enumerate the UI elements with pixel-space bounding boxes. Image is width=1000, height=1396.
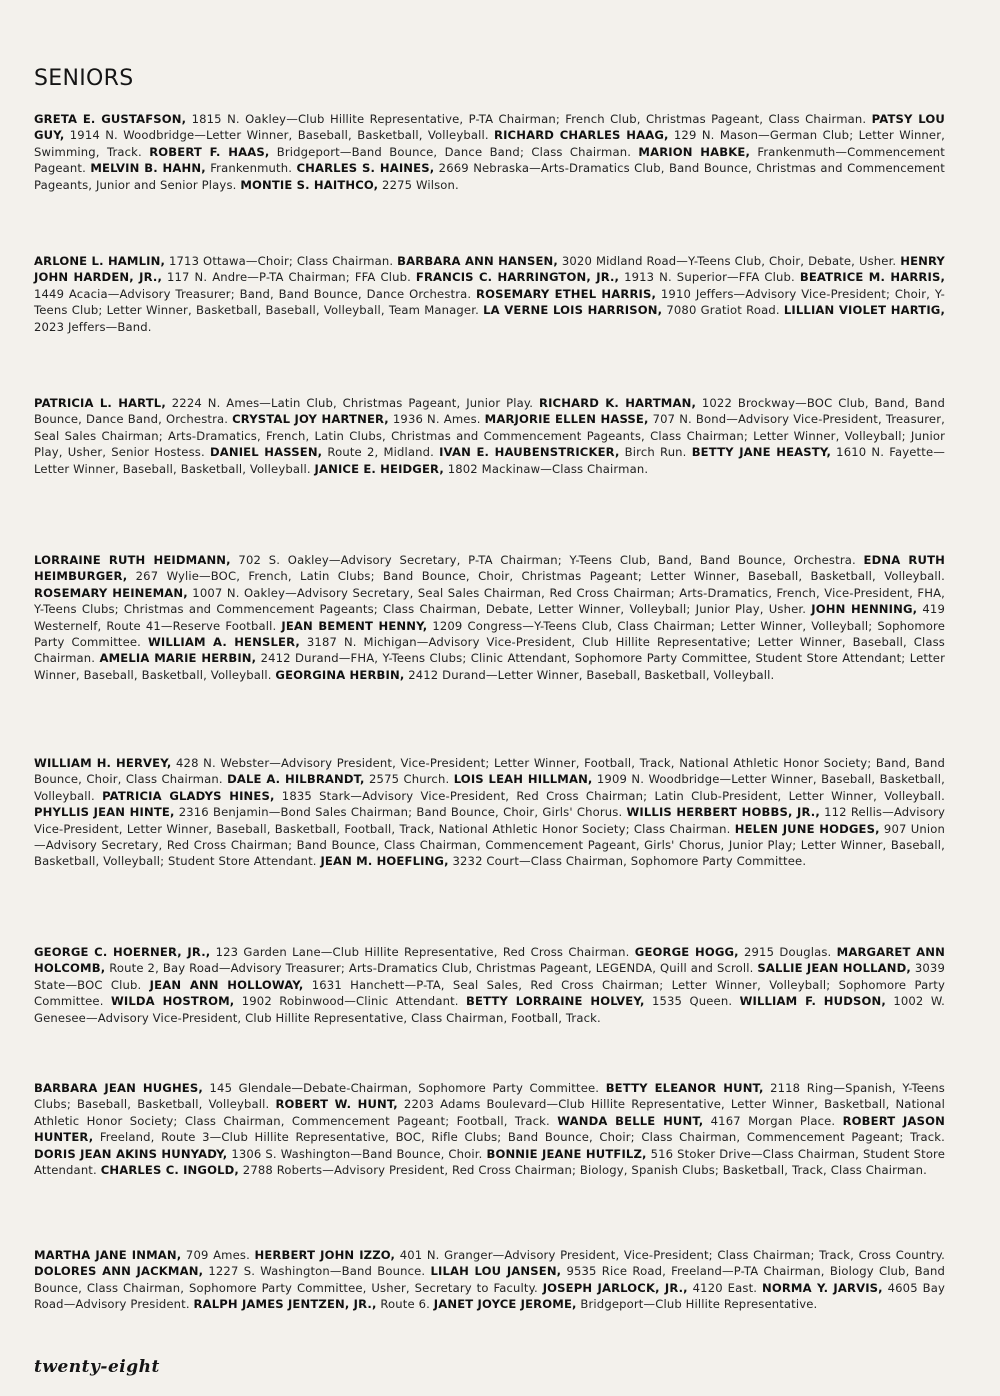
senior-name: DOLORES ANN JACKMAN, xyxy=(34,1264,204,1279)
senior-name: HERBERT JOHN IZZO, xyxy=(254,1248,396,1262)
senior-name: GEORGE HOGG, xyxy=(634,945,739,959)
senior-details: 3020 Midland Road—Y-Teens Club, Choir, Debate, Usher. xyxy=(557,254,901,268)
senior-name: LILLIAN VIOLET HARTIG, xyxy=(783,303,945,318)
senior-details: 2412 Durand—FHA, Y-Teens Clubs; Clinic Attendant, Sophomore Party Committee, Student Store Attendant; Letter Winner, Baseball, Basketball, Volleyball. xyxy=(34,651,945,682)
senior-name: JEAN M. HOEFLING, xyxy=(320,854,449,869)
senior-name: LOIS LEAH HILLMAN, xyxy=(453,772,593,787)
senior-name: ROBERT W. HUNT, xyxy=(275,1097,398,1112)
senior-name: ROSEMARY HEINEMAN, xyxy=(34,585,188,600)
senior-name: IVAN E. HAUBENSTRICKER, xyxy=(439,445,620,460)
senior-name: WILDA HOSTROM, xyxy=(110,994,235,1009)
senior-details: 1909 N. Woodbridge—Letter Winner, Baseball, Basketball, Volleyball. xyxy=(34,772,945,803)
senior-details: 7080 Gratiot Road. xyxy=(662,303,784,318)
senior-name: PATRICIA GLADYS HINES, xyxy=(102,788,275,803)
senior-details: 112 Rellis—Advisory Vice-President, Letter Winner, Baseball, Basketball, Football, Track, National Athletic Honor Society; Class Chairman. xyxy=(34,805,945,836)
senior-details: 1802 Mackinaw—Class Chairman. xyxy=(443,461,649,476)
senior-name: RICHARD K. HARTMAN, xyxy=(539,396,696,410)
senior-details: 1306 S. Washington—Band Bounce, Choir. xyxy=(227,1146,487,1161)
senior-details: 2224 N. Ames—Latin Club, Christmas Pageant, Junior Play. xyxy=(165,396,540,410)
senior-details: Route 6. xyxy=(376,1297,434,1312)
senior-name: MARION HABKE, xyxy=(638,144,751,159)
senior-details: 2275 Wilson. xyxy=(378,177,459,192)
senior-details: 129 N. Mason—German Club; Letter Winner, Swimming, Track. xyxy=(34,128,945,159)
senior-details: Bridgeport—Club Hillite Representative. xyxy=(576,1297,818,1312)
senior-details: 1914 N. Woodbridge—Letter Winner, Baseball, Basketball, Volleyball. xyxy=(64,128,495,143)
senior-details: 709 Ames. xyxy=(181,1248,255,1262)
senior-name: GEORGINA HERBIN, xyxy=(275,667,405,682)
senior-name: JANET JOYCE JEROME, xyxy=(433,1297,577,1312)
senior-details: Frankenmuth—Commencement Pageant. xyxy=(34,144,945,176)
senior-name: LORRAINE RUTH HEIDMANN, xyxy=(34,553,231,567)
senior-details: 1227 S. Washington—Band Bounce. xyxy=(203,1264,431,1279)
senior-name: SALLIE JEAN HOLLAND, xyxy=(757,961,911,976)
senior-name: HENRY JOHN HARDEN, JR., xyxy=(34,254,945,285)
senior-name: RALPH JAMES JENTZEN, JR., xyxy=(193,1297,377,1312)
senior-details: 1936 N. Ames. xyxy=(388,412,485,427)
senior-details: 2669 Nebraska—Arts-Dramatics Club, Band Bounce, Christmas and Commencement Pageants, Junior and Senior Plays. xyxy=(34,161,945,192)
senior-details: 9535 Rice Road, Freeland—P-TA Chairman, Biology Club, Band Bounce, Class Chairman, Sophomore Party Committee, Usher, Secretary to Faculty. xyxy=(34,1264,945,1295)
senior-name: WANDA BELLE HUNT, xyxy=(557,1113,704,1128)
senior-paragraph xyxy=(34,1247,945,1313)
senior-name: WILLIAM H. HERVEY, xyxy=(34,756,172,770)
senior-details: 2023 Jeffers—Band. xyxy=(34,319,152,334)
senior-name: JEAN BEMENT HENNY, xyxy=(281,618,428,633)
senior-paragraph xyxy=(34,395,945,477)
senior-details: 4167 Morgan Place. xyxy=(703,1113,843,1128)
senior-details: 267 Wylie—BOC, French, Latin Clubs; Band Bounce, Choir, Christmas Pageant; Letter Winner, Baseball, Basketball, Volleyball. xyxy=(127,569,945,584)
senior-name: CHARLES C. INGOLD, xyxy=(100,1163,239,1178)
senior-name: FRANCIS C. HARRINGTON, JR., xyxy=(415,270,620,285)
senior-name: LILAH LOU JANSEN, xyxy=(430,1264,562,1279)
senior-details: Birch Run. xyxy=(619,445,692,460)
senior-name: ROBERT F. HAAS, xyxy=(149,144,270,159)
senior-name: WILLIAM F. HUDSON, xyxy=(739,994,886,1009)
senior-details: 1631 Hanchett—P-TA, Seal Sales, Red Cross Chairman; Letter Winner, Volleyball; Sophomore Party Committee. xyxy=(34,977,945,1009)
senior-name: BEATRICE M. HARRIS, xyxy=(799,270,946,285)
senior-details: 401 N. Granger—Advisory President, Vice-President; Class Chairman; Track, Cross Country. xyxy=(395,1248,945,1262)
senior-details: 1022 Brockway—BOC Club, Band, Band Bounce, Dance Band, Orchestra. xyxy=(34,396,945,427)
senior-details: 1835 Stark—Advisory Vice-President, Red Cross Chairman; Latin Club-President, Letter Winner, Volleyball. xyxy=(274,788,946,803)
senior-paragraph xyxy=(34,253,945,335)
senior-details: 907 Union—Advisory Secretary, Red Cross Chairman; Band Bounce, Class Chairman, Commencement Pageant, Girls' Chorus, Junior Play; Letter Winner, Baseball, Basketball, Volleyball; Student Store Attendant. xyxy=(34,821,945,869)
senior-name: JANICE E. HEIDGER, xyxy=(314,461,444,476)
senior-name: PHYLLIS JEAN HINTE, xyxy=(34,805,175,820)
senior-name: CHARLES S. HAINES, xyxy=(296,161,435,176)
senior-name: BETTY ELEANOR HUNT, xyxy=(605,1081,764,1095)
senior-details: 4605 Bay Road—Advisory President. xyxy=(34,1280,945,1312)
senior-name: NORMA Y. JARVIS, xyxy=(762,1280,883,1295)
senior-name: MELVIN B. HAHN, xyxy=(90,161,206,176)
senior-details: 1610 N. Fayette—Letter Winner, Baseball, Basketball, Volleyball. xyxy=(34,445,945,476)
senior-details: 4120 East. xyxy=(687,1280,762,1295)
senior-name: JOHN HENNING, xyxy=(811,602,918,617)
senior-details: 1449 Acacia—Advisory Treasurer; Band, Band Bounce, Dance Orchestra. xyxy=(34,286,477,301)
senior-details: 1007 N. Oakley—Advisory Secretary, Seal Sales Chairman, Red Cross Chairman; Arts-Dramatics, French, Vice-President, FHA, Y-Teens Clubs; Christmas and Commencement Pageants; Class Chairman, Debate, Letter Winner, Volleyball; Junior Play, Usher. xyxy=(34,585,945,617)
senior-name: WILLIS HERBERT HOBBS, JR., xyxy=(626,805,820,820)
senior-name: BETTY LORRAINE HOLVEY, xyxy=(466,994,645,1009)
senior-details: 2575 Church. xyxy=(364,772,454,787)
senior-details: 516 Stoker Drive—Class Chairman, Student Store Attendant. xyxy=(34,1146,946,1178)
senior-name: PATSY LOU GUY, xyxy=(34,112,945,143)
senior-name: DALE A. HILBRANDT, xyxy=(227,772,365,787)
senior-name: EDNA RUTH HEIMBURGER, xyxy=(34,553,945,584)
senior-name: ROBERT JASON HUNTER, xyxy=(34,1113,945,1145)
senior-details: 1815 N. Oakley—Club Hillite Representative, P-TA Chairman; French Club, Christmas Pageant, Class Chairman. xyxy=(186,112,872,126)
senior-name: MARJORIE ELLEN HASSE, xyxy=(484,412,649,427)
senior-paragraph xyxy=(34,944,945,1026)
senior-details: 145 Glendale—Debate-Chairman, Sophomore Party Committee. xyxy=(202,1081,606,1095)
senior-details: 117 N. Andre—P-TA Chairman; FFA Club. xyxy=(162,270,416,285)
senior-name: PATRICIA L. HARTL, xyxy=(34,396,166,410)
senior-name: BARBARA ANN HANSEN, xyxy=(397,254,558,268)
senior-details: Frankenmuth. xyxy=(205,161,297,176)
senior-name: DORIS JEAN AKINS HUNYADY, xyxy=(34,1146,228,1161)
senior-name: AMELIA MARIE HERBIN, xyxy=(99,651,257,666)
senior-name: ARLONE L. HAMLIN, xyxy=(34,254,166,268)
senior-paragraph xyxy=(34,1080,945,1178)
senior-details: 2915 Douglas. xyxy=(738,945,837,959)
senior-name: RICHARD CHARLES HAAG, xyxy=(494,128,669,143)
senior-details: 2203 Adams Boulevard—Club Hillite Representative, Letter Winner, Basketball, National Athletic Honor Society; Class Chairman, Commencement Pageant; Football, Track. xyxy=(34,1097,945,1128)
senior-name: BETTY JANE HEASTY, xyxy=(691,445,831,460)
senior-details: 419 Westernelf, Route 41—Reserve Football. xyxy=(34,602,945,633)
senior-name: WILLIAM A. HENSLER, xyxy=(147,635,300,650)
senior-name: MONTIE S. HAITHCO, xyxy=(240,177,379,192)
senior-details: 1713 Ottawa—Choir; Class Chairman. xyxy=(165,254,398,268)
senior-name: CRYSTAL JOY HARTNER, xyxy=(232,412,389,427)
senior-paragraph xyxy=(34,111,945,193)
senior-details: 3232 Court—Class Chairman, Sophomore Party Committee. xyxy=(448,854,807,869)
page-number: twenty-eight xyxy=(34,1357,160,1377)
senior-name: GRETA E. GUSTAFSON, xyxy=(34,112,187,126)
senior-name: MARTHA JANE INMAN, xyxy=(34,1248,182,1262)
senior-details: 123 Garden Lane—Club Hillite Representative, Red Cross Chairman. xyxy=(210,945,635,959)
senior-details: 2788 Roberts—Advisory President, Red Cross Chairman; Biology, Spanish Clubs; Basketball, Track, Class Chairman. xyxy=(238,1163,927,1178)
senior-name: LA VERNE LOIS HARRISON, xyxy=(483,303,663,318)
senior-details: 1902 Robinwood—Clinic Attendant. xyxy=(234,994,467,1009)
senior-details: 3187 N. Michigan—Advisory Vice-President, Club Hillite Representative; Letter Winner, Baseball, Class Chairman. xyxy=(34,635,945,666)
senior-name: BARBARA JEAN HUGHES, xyxy=(34,1081,203,1095)
senior-details: Freeland, Route 3—Club Hillite Representative, BOC, Rifle Clubs; Band Bounce, Choir; Class Chairman, Commencement Pageant; Track. xyxy=(93,1130,945,1145)
senior-details: Route 2, Midland. xyxy=(322,445,440,460)
senior-name: ROSEMARY ETHEL HARRIS, xyxy=(476,286,657,301)
senior-name: HELEN JUNE HODGES, xyxy=(734,821,880,836)
senior-details: 3039 State—BOC Club. xyxy=(34,961,945,992)
senior-details: 1535 Queen. xyxy=(644,994,740,1009)
senior-details: 1209 Congress—Y-Teens Club, Class Chairman; Letter Winner, Volleyball; Sophomore Party Committee. xyxy=(34,618,945,650)
senior-details: 707 N. Bond—Advisory Vice-President, Treasurer, Seal Sales Chairman; Arts-Dramatics, French, Latin Clubs, Christmas and Commencement Pageants, Class Chairman; Letter Winner, Volleyball; Junior Play, Usher, Senior Hostess. xyxy=(34,412,945,460)
senior-details: 428 N. Webster—Advisory President, Vice-President; Letter Winner, Football, Track, National Athletic Honor Society; Band, Band Bounce, Choir, Class Chairman. xyxy=(34,756,945,787)
senior-details: 2118 Ring—Spanish, Y-Teens Clubs; Baseball, Basketball, Volleyball. xyxy=(34,1081,945,1112)
section-heading: SENIORS xyxy=(34,66,134,91)
senior-details: 1913 N. Superior—FFA Club. xyxy=(619,270,800,285)
senior-details: 2316 Benjamin—Bond Sales Chairman; Band Bounce, Choir, Girls' Chorus. xyxy=(174,805,627,820)
senior-name: GEORGE C. HOERNER, JR., xyxy=(34,945,211,959)
senior-name: JOSEPH JARLOCK, JR., xyxy=(542,1280,688,1295)
senior-name: BONNIE JEANE HUTFILZ, xyxy=(486,1146,647,1161)
senior-name: JEAN ANN HOLLOWAY, xyxy=(149,977,304,992)
senior-paragraph xyxy=(34,552,945,683)
senior-paragraph xyxy=(34,755,945,870)
senior-details: 702 S. Oakley—Advisory Secretary, P-TA Chairman; Y-Teens Club, Band, Band Bounce, Orchestra. xyxy=(230,553,864,567)
senior-details: Route 2, Bay Road—Advisory Treasurer; Arts-Dramatics Club, Christmas Pageant, LEGENDA, Quill and Scroll. xyxy=(105,961,758,976)
senior-details: 2412 Durand—Letter Winner, Baseball, Basketball, Volleyball. xyxy=(404,667,775,682)
senior-details: 1002 W. Genesee—Advisory Vice-President, Club Hillite Representative, Class Chairman, Football, Track. xyxy=(34,994,945,1025)
senior-name: MARGARET ANN HOLCOMB, xyxy=(34,945,945,976)
senior-details: Bridgeport—Band Bounce, Dance Band; Class Chairman. xyxy=(269,144,639,159)
senior-name: DANIEL HASSEN, xyxy=(209,445,323,460)
senior-details: 1910 Jeffers—Advisory Vice-President; Choir, Y-Teens Club; Letter Winner, Basketball, Baseball, Volleyball, Team Manager. xyxy=(34,286,946,318)
